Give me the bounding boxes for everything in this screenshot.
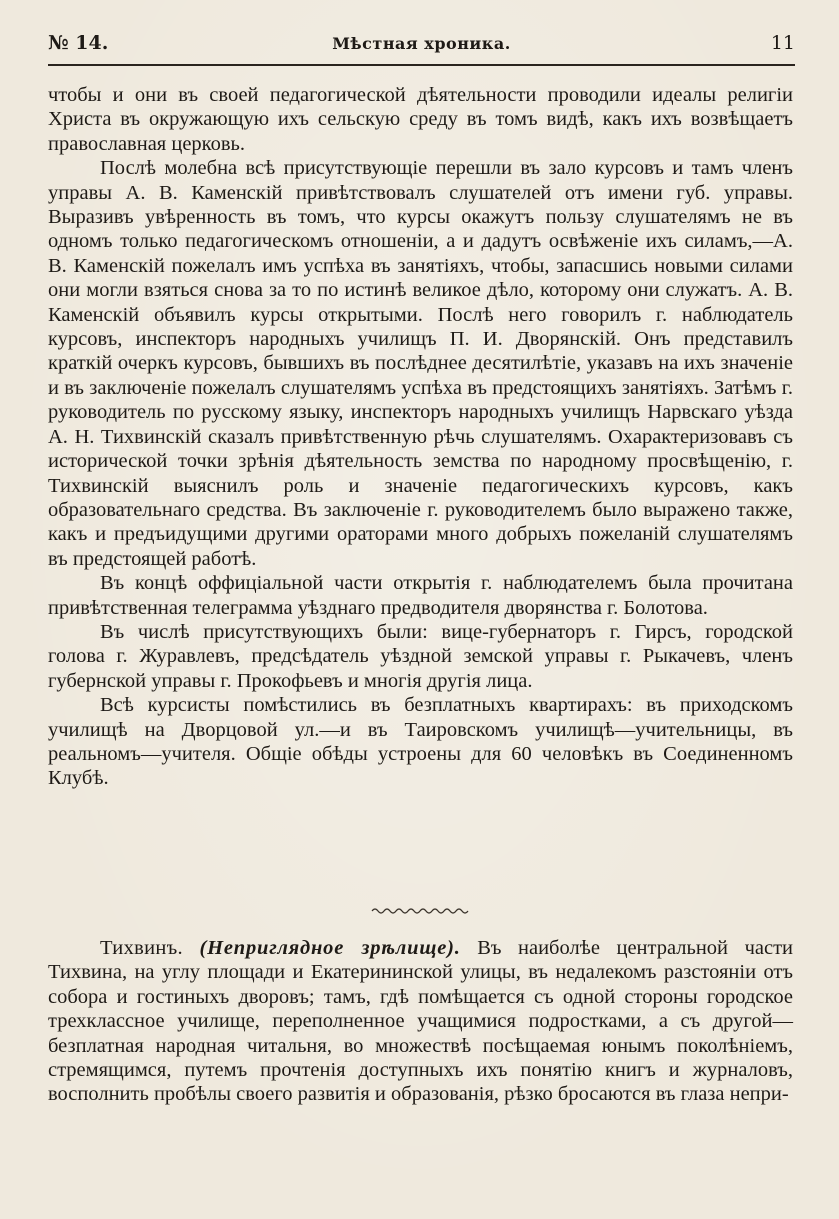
section-title: Мѣстная хроника. bbox=[332, 34, 511, 53]
article2-place: Тихвинъ. bbox=[100, 937, 183, 959]
paragraph-2: Послѣ молебна всѣ присутствующіе перешли въ зало курсовъ и тамъ членъ управы А. В. Каменскій привѣтствовалъ слушателей отъ имени губ. управы. Выразивъ увѣренность въ томъ, что курсы окажутъ пользу слушателямъ не въ одномъ только педагогическомъ отношеніи, а и дадутъ освѣженіе ихъ силамъ,—А. В. Каменскій пожелалъ имъ успѣха въ занятіяхъ, чтобы, запасшись новыми силами они могли взяться снова за то по истинѣ великое дѣло, которому они служатъ. А. В. Каменскій объявилъ курсы открытыми. Послѣ него говорилъ г. наблюдатель курсовъ, инспекторъ народныхъ училищъ П. И. Дворянскій. Онъ представилъ краткій очеркъ курсовъ, бывшихъ въ послѣднее десятилѣтіе, указавъ на ихъ значеніе и въ заключеніе пожелалъ слушателямъ успѣха въ предстоящихъ занятіяхъ. Затѣмъ г. руководитель по русскому языку, инспекторъ народныхъ училищъ Нарвскаго уѣзда А. Н. Тихвинскій сказалъ привѣтственную рѣчь слушателямъ. Охарактеризовавъ съ исторической точки зрѣнія дѣятельность земства по народному просвѣщенію, г. Тихвинскій выяснилъ роль и значеніе педагогическихъ курсовъ, какъ образовательнаго средства. Въ заключеніе г. руководителемъ было выражено также, какъ и предъидущими другими ораторами много добрыхъ пожеланій слушателямъ въ предстоящей работѣ. bbox=[48, 157, 793, 570]
paragraph-5: Всѣ курсисты помѣстились въ безплатныхъ квартирахъ: въ приходскомъ училищѣ на Дворцовой ул.—и въ Таировскомъ училищѣ—учительницы, въ реальномъ—учителя. Общіе обѣды устроены для 60 человѣкъ въ Соединенномъ Клубѣ. bbox=[48, 694, 793, 790]
article2-body bbox=[48, 936, 793, 1107]
section-separator bbox=[0, 905, 839, 917]
page-header bbox=[48, 30, 795, 64]
paragraph-1: чтобы и они въ своей педагогической дѣятельности проводили идеалы религіи Христа въ окружающую ихъ сельскую среду въ томъ видѣ, какъ ихъ возвѣщаетъ православная церковь. bbox=[48, 84, 793, 155]
article2-heading: (Непригл​ядное зрѣлище). bbox=[199, 937, 461, 959]
article-body bbox=[48, 83, 793, 791]
paragraph-3: Въ концѣ оффиціальной части открытія г. наблюдателемъ была прочитана привѣтственная телеграмма уѣзднаго предводителя дворянства г. Болотова. bbox=[48, 572, 793, 619]
article2-text: Въ наиболѣе центральной части Тихвина, на углу площади и Екатерининской улицы, въ недалекомъ разстояніи отъ собора и гостиныхъ дворовъ; тамъ, гдѣ помѣщается съ одной стороны городское трехклассное училище, переполненное учащимися подростками, а съ другой—безплатная народная читальня, во множествѣ посѣщаемая юнымъ поколѣніемъ, стремящимся, путемъ прочтенія доступныхъ ихъ понятію книгъ и журналовъ, восполнить пробѣлы своего развитія и образованія, рѣзко бросаются въ глаза непри- bbox=[48, 937, 794, 1106]
page-number: 11 bbox=[770, 32, 795, 54]
issue-number: № 14. bbox=[48, 32, 109, 54]
header-rule bbox=[48, 64, 795, 66]
paragraph-4: Въ числѣ присутствующихъ были: вице-губернаторъ г. Гирсъ, городской голова г. Журавлевъ, предсѣдатель уѣздной земской управы г. Рыкачевъ, членъ губернской управы г. Прокофьевъ и многія другія лица. bbox=[48, 620, 793, 692]
article2-paragraph bbox=[48, 936, 793, 1107]
